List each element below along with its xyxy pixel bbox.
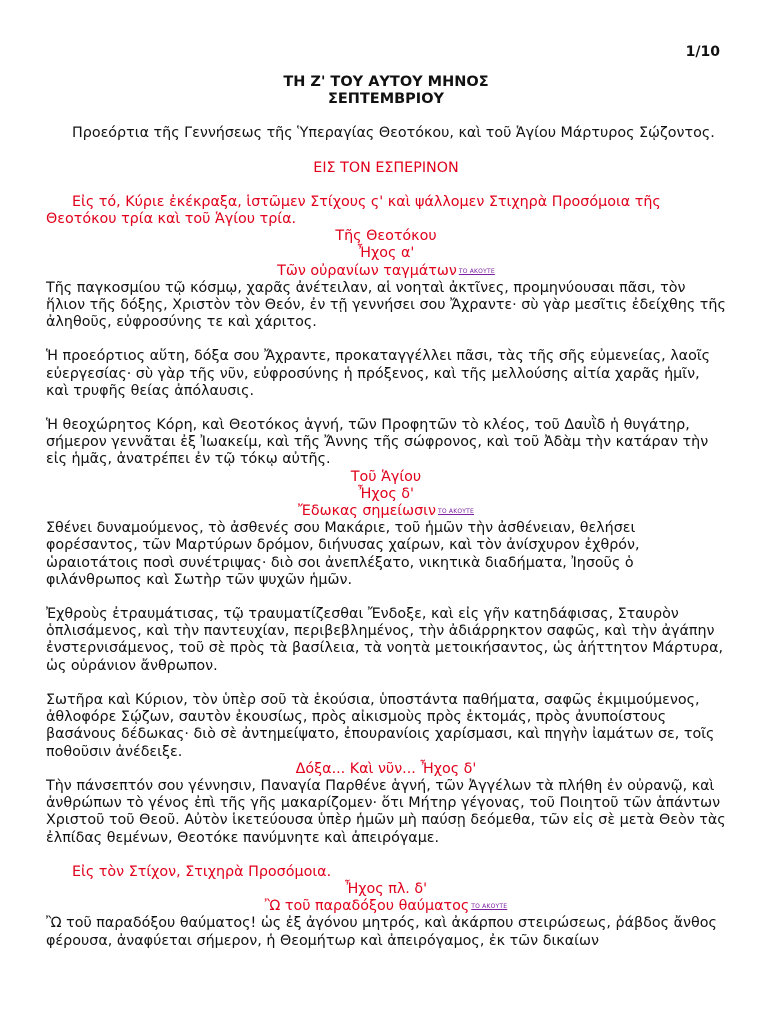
hymn-paragraph: Σθένει δυναμούμενος, τὸ ἀσθενές σου Μακάριε, τοῦ ἡμῶν τὴν ἀσθένειαν, θελήσει φορέσαντος, τῶν Μαρτύρων δρόμον, διήνυσας χαίρων, καὶ τὸν ἀνίσχυρον ἐχθρόν, ὡραιοτάτοις ποσὶ συνέτριψας· διὸ σοι ἀνεπλέξατο, νικητικὰ διαδήματα, Ἰησοῦς ὁ φιλάνθρωπος καὶ Σωτὴρ τῶν ψυχῶν ἡμῶν. [46,520,640,588]
stichos-model: Ὢ τοῦ παραδόξου θαύματος [264,898,470,915]
saint-model-line [46,503,726,520]
theotokos-heading: Τῆς Θεοτόκου [335,228,437,245]
hymn-paragraph: Ἡ προεόρτιος αὕτη, δόξα σου Ἄχραντε, προκαταγγέλλει πᾶσι, τὰς τῆς σῆς εὐμενείας, λαοῖς εὐεργεσίας· σὺ γὰρ τῆς νῦν, εὐφροσύνης ἡ πρόξενος, καὶ τῆς μελλούσης αἰτία χαρᾶς ἡμῖν, καὶ τρυφῆς θείας ἀπόλαυσις. [46,348,711,399]
theotokos-tone: Ἦχος α' [357,245,415,262]
saint-model: Ἔδωκας σημείωσιν [298,503,436,520]
saint-heading: Τοῦ Ἁγίου [350,468,422,485]
listen-link[interactable]: ΤΟ ΑΚΟΥΤΕ [438,508,474,516]
listen-link[interactable]: ΤΟ ΑΚΟΥΤΕ [471,903,508,911]
title-line-1: ΤΗ Ζ' ΤΟΥ ΑΥΤΟΥ ΜΗΝΟΣ [283,74,489,90]
doxa-heading: Δόξα... Καὶ νῦν... Ἦχος δ' [295,760,477,777]
hymn-paragraph: Ὢ τοῦ παραδόξου θαύματος! ὡς ἐξ ἀγόνου μητρός, καὶ ἀκάρπου στειρώσεως, ῥάβδος ἄνθος φέρουσα, ἀναφύεται σήμερον, ἡ Θεομήτωρ καὶ ἀπειρόγαμος, ἐκ τῶν δικαίων [46,915,717,949]
section-heading: ΕΙΣ ΤΟΝ ΕΣΠΕΡΙΝΟΝ [313,159,459,176]
hymn-paragraph: Ἐχθροὺς ἐτραυμάτισας, τῷ τραυματίζεσθαι Ἔνδοξε, καὶ εἰς γῆν κατηδάφισας, Σταυρὸν ὁπλισάμενος, καὶ τὴν παντευχίαν, περιβεβλημένος, τὴν ἀδιάρρηκτον σαφῶς, καὶ τὴν ἀγάπην ἐνστερνισάμενος, τοῦ σὲ πρὸς τὰ βασίλεια, τὰ νοητὰ μετοικήσαντος, ὡς ἀήττητον Μάρτυρα, ὡς οὐράνιον ἄνθρωπον. [46,606,724,674]
saint-tone: Ἦχος δ' [358,485,414,502]
hymn-paragraph: Τὴν πάνσεπτόν σου γέννησιν, Παναγία Παρθένε ἁγνή, τῶν Ἀγγέλων τὰ πλήθη ἐν οὐρανῷ, καὶ ἀνθρώπων τὸ γένος ἐπὶ τῆς γῆς μακαρίζομεν· ὅτι Μήτηρ γέγονας, τοῦ Ποιητοῦ τῶν ἁπάντων Χριστοῦ τοῦ Θεοῦ. Αὐτὸν ἱκετεύουσα ὑπὲρ ἡμῶν μὴ παύσῃ δεόμεθα, τῶν εἰς σὲ μετὰ Θεὸν τὰς ἐλπίδας θεμένων, Θεοτόκε πανύμνητε καὶ ἀπειρόγαμε. [46,777,726,846]
page-number: 1/10 [685,44,720,60]
listen-link[interactable]: ΤΟ ΑΚΟΥΤΕ [458,267,495,275]
title-line-2: ΣΕΠΤΕΜΒΡΙΟΥ [327,91,445,108]
stichos-model-line [46,898,726,915]
hymn-paragraph: Σωτῆρα καὶ Κύριον, τὸν ὑπὲρ σοῦ τὰ ἑκούσια, ὑποστάντα παθήματα, σαφῶς ἐκμιμούμενος, ἀθλοφόρε Σῴζων, σαυτὸν ἑκουσίως, πρὸς αἰκισμοὺς πρὸς ἐκτομάς, πρὸς ἀνυποίστους βασάνους δέδωκας· διὸ σὲ ἀντημείψατο, ἐπουρανίοις χαρίσμασι, καὶ πηγὴν ἰαμάτων σε, τοῖς ποθοῦσιν ἀνέδειξε. [46,691,715,760]
document-content [46,74,726,950]
theotokos-model: Τῶν οὐρανίων ταγμάτων [277,262,457,279]
rubric-paragraph: Εἰς τό, Κύριε ἐκέκραξα, ἱστῶμεν Στίχους ς' καὶ ψάλλομεν Στιχηρὰ Προσόμοια τῆς Θεοτόκου τρία καὶ τοῦ Ἁγίου τρία. [46,193,661,228]
intro-paragraph: Προεόρτια τῆς Γεννήσεως τῆς Ὑπεραγίας Θεοτόκου, καὶ τοῦ Ἁγίου Μάρτυρος Σῴζοντος. [72,125,715,142]
hymn-paragraph: Ἡ θεοχώρητος Κόρη, καὶ Θεοτόκος ἁγνή, τῶν Προφητῶν τὸ κλέος, τοῦ Δαυῒδ ἡ θυγάτηρ, σήμερον γεννᾶται ἐξ Ἰωακείμ, καὶ τῆς Ἄννης τῆς σώφρονος, καὶ τοῦ Ἀδὰμ τὴν κατάραν τὴν εἰς ἡμᾶς, ἀνατρέπει ἐν τῷ τόκῳ αὐτῆς. [46,417,709,468]
stichos-tone: Ἦχος πλ. δ' [344,880,428,897]
theotokos-model-line [46,263,726,280]
stichos-rubric: Εἰς τὸν Στίχον, Στιχηρὰ Προσόμοια. [72,863,332,880]
hymn-paragraph: Τῆς παγκοσμίου τῷ κόσμῳ, χαρᾶς ἀνέτειλαν, αἱ νοηταὶ ἀκτῖνες, προμηνύουσαι πᾶσι, τὸν ἥλιον τῆς δόξης, Χριστὸν τὸν Θεόν, ἐν τῇ γεννήσει σου Ἄχραντε· σὺ γὰρ μεσῖτις ἐδείχθης τῆς ἀληθοῦς, εὐφροσύνης τε καὶ χάριτος. [46,279,726,331]
